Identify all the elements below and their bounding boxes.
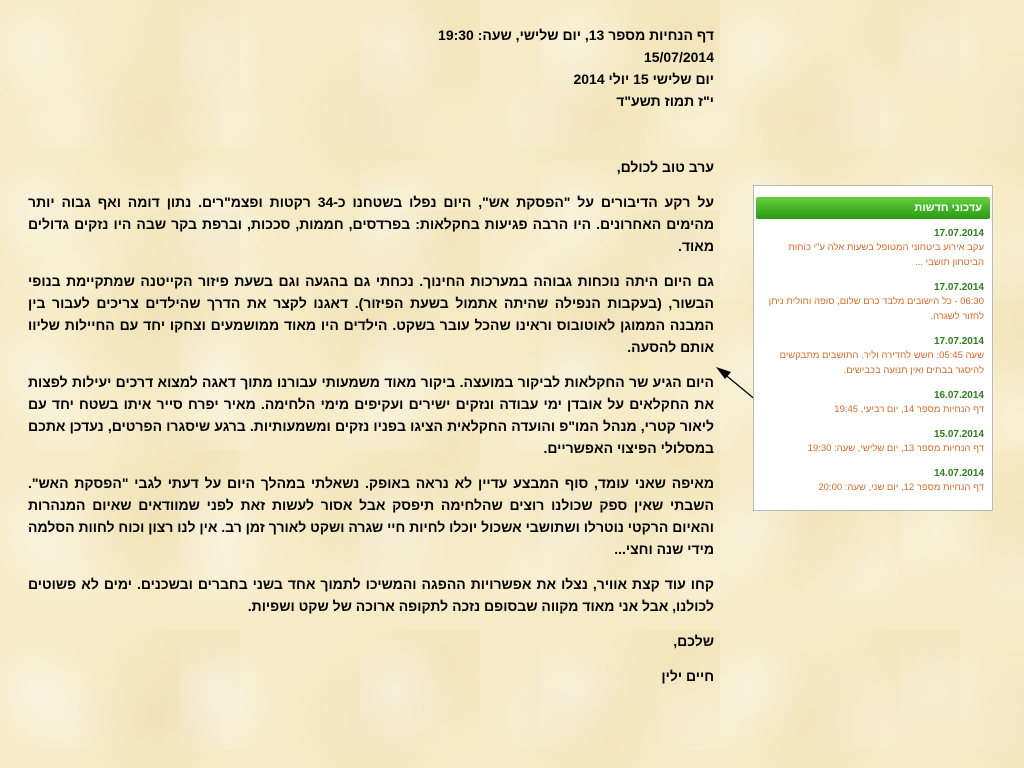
news-item[interactable] — [764, 335, 984, 378]
paragraph-4: מאיפה שאני עומד, סוף המבצע עדיין לא נראה באופק. נשאלתי במהלך היום על דעתי לגבי "הפסקת האש". השבתי שאין ספק שכולנו רוצים שהלחימה תיפסק אבל אסור לעשות זאת לפני שמוודאים שאיום המנהרות והאיום הרקטי נוטרלו ושתושבי אשכול יוכלו לחיות חיי שגרה ושקט לאורך זמן רב. אין לנו רצון וכוח לחוות הסלמה מידי שנה וחצי... — [28, 475, 714, 557]
news-date: 17.07.2014 — [933, 228, 984, 239]
paragraph-3: היום הגיע שר החקלאות לביקור במועצה. ביקור מאוד משמעותי עבורנו מתוך דאגה למצוא דרכים יעילות לפצות את החקלאים על אובדן ימי עבודה ונזקים ישירים ועקיפים מימי הלחימה. מאיר יפרח סייר איתו בשטח יחד עם ליאור קטרי, מנהל המו"פ והועדה החקלאית הציגו בפניו נזקים ומשמעותיות. ברגע שיסגרו הפרטים, נעדכן אתכם במסלולי הפיצוי האפשריים. — [28, 374, 714, 456]
header-title: דף הנחיות מספר 13, יום שלישי, שעה: 19:30 — [438, 27, 714, 43]
news-link[interactable]: שעה 05:45: חשש לחדירה וליר. התושבים מתבקשים להיסגר בבתים ואין תנועה בכבישים. — [779, 350, 984, 376]
greeting: ערב טוב לכולם, — [616, 159, 714, 175]
header-day: יום שלישי 15 יולי 2014 — [573, 71, 714, 87]
signature: חיים ילין — [661, 668, 714, 684]
header-hebrew-date: י"ז תמוז תשע"ד — [616, 93, 714, 109]
news-date: 15.07.2014 — [933, 429, 984, 440]
closing: שלכם, — [673, 633, 714, 649]
paragraph-2: גם היום היתה נוכחות גבוהה במערכות החינוך. נכחתי גם בהגעה וגם בשעת פיזור הקייטנה שמתקיימת בנופי הבשור, (בעקבות הנפילה שהיתה אתמול בשעת הפיזור). דאגנו לקצר את הדרך שהילדים צריכים לעבור בין המבנה הממוגן לאוטובוס וראינו שהכל עובר בשקט. הילדים היו מאוד ממושמעים וצחקו יחד עם החיילות שליוו אותם להסעה. — [28, 273, 714, 355]
news-item[interactable] — [764, 389, 984, 417]
news-date: 17.07.2014 — [933, 336, 984, 347]
news-link[interactable]: דף הנחיות מספר 13, יום שלישי, שעה: 19:30 — [807, 443, 984, 454]
news-item[interactable] — [764, 428, 984, 456]
letter-body — [28, 156, 714, 687]
header-date: 15/07/2014 — [643, 49, 714, 65]
news-item[interactable] — [764, 467, 984, 495]
news-updates-widget — [753, 185, 993, 511]
paragraph-1: על רקע הדיבורים על "הפסקת אש", היום נפלו בשטחנו כ-34 רקטות ופצמ"רים. נתון דומה ואף גבוה יותר מהימים האחרונים. היו הרבה פגיעות בחקלאות: בפרדסים, חממות, סככות, וברפת בקר שבה היו נזקים גדולים מאוד. — [28, 194, 715, 254]
letter-header — [28, 24, 714, 112]
letter — [28, 24, 714, 700]
news-link[interactable]: דף הנחיות מספר 14, יום רביעי, 19:45 — [834, 404, 984, 415]
news-link[interactable]: 06:30 - כל הישובים מלבד כרם שלום, סופה וחולית ניתן לחזור לשגרה. — [768, 296, 984, 322]
news-date: 14.07.2014 — [933, 468, 984, 479]
widget-title: עדכוני חדשות — [756, 197, 990, 219]
news-list — [754, 219, 992, 495]
paragraph-5: קחו עוד קצת אוויר, נצלו את אפשרויות ההפגה והמשיכו לתמוך אחד בשני בחברים ובשכנים. ימים לא פשוטים לכולנו, אבל אני מאוד מקווה שבסופם נזכה לתקופה ארוכה של שקט ושפיות. — [28, 576, 714, 614]
news-item[interactable] — [764, 281, 984, 324]
news-date: 16.07.2014 — [933, 390, 984, 401]
news-link[interactable]: עקב אירוע ביטחוני המטופל בשעות אלה ע"י כוחות הביטחון תושבי ... — [788, 242, 984, 268]
news-date: 17.07.2014 — [933, 282, 984, 293]
news-item[interactable] — [764, 227, 984, 270]
news-link[interactable]: דף הנחיות מספר 12, יום שני, שעה: 20:00 — [818, 482, 984, 493]
